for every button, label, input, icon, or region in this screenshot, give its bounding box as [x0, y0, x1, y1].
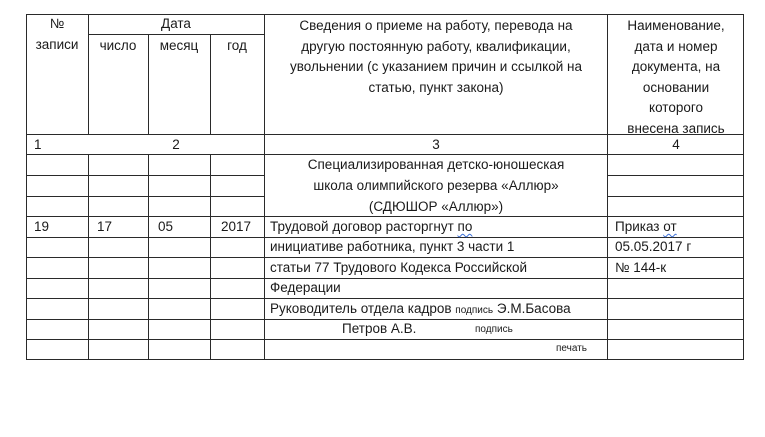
entry-month: 05 [158, 219, 174, 234]
header-info-line: статью, пункт закона) [368, 79, 504, 95]
column-number-3: 3 [432, 137, 440, 152]
entry-record-no: 19 [34, 219, 50, 234]
entry-text-line-3: статьи 77 Трудового Кодекса Российской [270, 260, 528, 275]
header-date-group: Дата [161, 16, 191, 31]
organization-line-1: Специализированная детско-юношеская [307, 157, 565, 172]
column-number-4: 4 [672, 137, 680, 152]
header-info-line: Сведения о приеме на работу, перевода на [299, 18, 573, 33]
header-record-no-label: записи [35, 37, 79, 52]
header-doc-line: основании [642, 79, 710, 95]
entry-doc-line-1 [615, 217, 677, 237]
header-year: год [227, 38, 247, 53]
employee-name: Петров А.В. [342, 321, 417, 336]
entry-doc-line-2: 05.05.2017 г [615, 239, 692, 254]
entry-text-line-4: Федерации [270, 280, 341, 295]
header-day: число [99, 38, 137, 53]
organization-line-3: (СДЮШОР «Аллюр») [368, 199, 504, 214]
header-info-line: увольнении (с указанием причин и ссылкой на [289, 59, 583, 74]
column-number-1: 1 [34, 137, 42, 152]
entry-text-line-2: инициативе работника, пункт 3 части 1 [270, 239, 515, 254]
header-info-line: другую постоянную работу, квалификации, [301, 38, 571, 54]
header-record-no-symbol: № [49, 16, 65, 31]
header-document-column [608, 16, 744, 139]
spellcheck-flagged-word: по [457, 219, 473, 234]
organization-line-2: школа олимпийского резерва «Аллюр» [313, 178, 559, 193]
header-doc-line: Наименование, [627, 18, 725, 33]
header-doc-line: документа, на [631, 59, 721, 74]
header-month: месяц [159, 38, 199, 53]
header-doc-line: дата и номер [634, 38, 718, 54]
header-info-column [265, 16, 607, 98]
spellcheck-flagged-word: от [663, 219, 677, 234]
entry-doc-line-1-main: Приказ [615, 219, 664, 234]
entry-text-line-1 [270, 217, 472, 237]
hr-head-label: Руководитель отдела кадров [270, 301, 452, 316]
hr-signature-line [270, 299, 571, 321]
hr-signature-note: подпись [455, 305, 494, 316]
entry-year: 2017 [221, 219, 252, 234]
hr-head-name: Э.М.Басова [496, 301, 571, 316]
header-doc-line: которого [649, 100, 703, 115]
employee-signature-note: подпись [475, 324, 513, 335]
entry-day: 17 [97, 219, 113, 234]
entry-doc-line-3: № 144-к [615, 260, 667, 275]
stamp-note: печать [556, 343, 587, 354]
column-number-2: 2 [172, 137, 180, 152]
entry-text-line-1-main: Трудовой договор расторгнут [270, 219, 458, 234]
header-doc-line: внесена запись [627, 120, 725, 136]
